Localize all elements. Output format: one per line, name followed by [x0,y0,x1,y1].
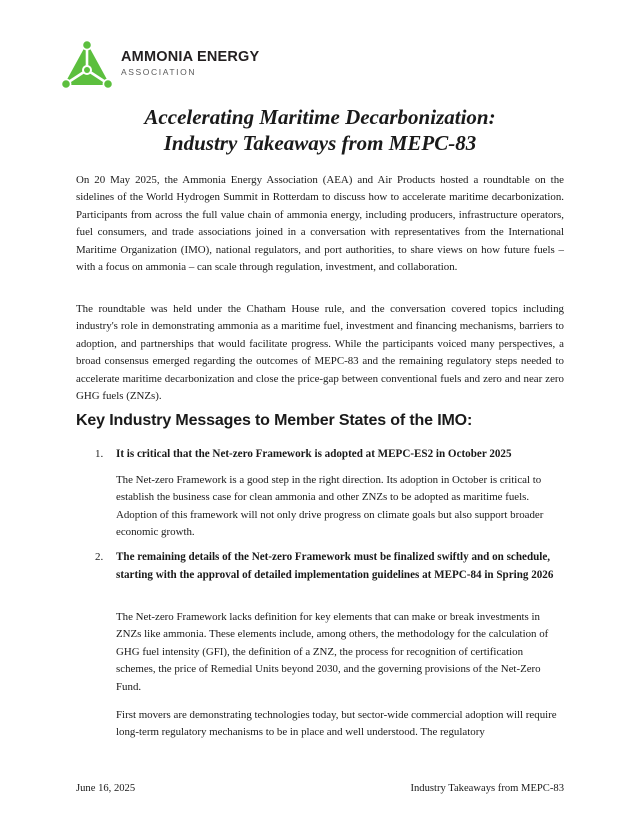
page-title [0,104,640,156]
list-item-body: First movers are demonstrating technologies today, but sector-wide commercial adoption will require long-term regulatory mechanisms to be in place and well understood. The regulatory [116,709,557,739]
title-line-1: Accelerating Maritime Decarbonization: [144,105,496,129]
logo-title: AMMONIA ENERGY [121,49,260,65]
intro-paragraph: On 20 May 2025, the Ammonia Energy Association (AEA) and Air Products hosted a roundtable on the sidelines of the World Hydrogen Summit in Rotterdam to discuss how to accelerate maritime decarbonization. Participants from across the full value chain of ammonia energy, including producers, infrastructure operators, fuel consumers, and trade associations joined in a conversation with representatives from the International Maritime Organization (IMO), national regulators, and port authorities, to share views on how future fuels – with a focus on ammonia – can scale through regulation, investment, and collaboration. [76,174,564,274]
footer-label: Industry Takeaways from MEPC-83 [410,783,564,794]
ammonia-energy-association-logo [61,40,301,92]
triangle-molecule-icon [61,40,113,90]
title-line-2: Industry Takeaways from MEPC-83 [163,131,477,155]
list-item-number: 1. [95,448,104,460]
list-item [95,445,565,539]
list-item-body: The Net-zero Framework is a good step in the right direction. Its adoption in October is critical to establish the business case for clean ammonia and other ZNZs to be adopted as maritime fuels. Adoption of this framework will not only drive progress on climate goals but also support broader economic growth. [116,474,544,539]
list-item-body: The Net-zero Framework lacks definition for key elements that can make or break investments in ZNZs like ammonia. These elements include, among others, the methodology for the calculation of GHG fuel intensity (GFI), the definition of a ZNZ, the process for recognition of certification schemes, the price of Remedial Units beyond 2030, and the governing provisions of the Net-Zero Fund. [116,611,549,693]
list-item-heading: The remaining details of the Net-zero Framework must be finalized swiftly and on schedule, starting with the approval of detailed implementation guidelines at MEPC-84 in Spring 2026 [116,551,554,581]
section-heading: Key Industry Messages to Member States of the IMO: [76,412,473,429]
list-item-number: 2. [95,551,104,563]
footer-date: June 16, 2025 [76,783,136,794]
logo-subtitle: ASSOCIATION [121,67,197,77]
roundtable-paragraph: The roundtable was held under the Chatham House rule, and the conversation covered topics including industry's role in demonstrating ammonia as a maritime fuel, investment and financing mechanisms, barriers to adoption, and partnerships that would facilitate progress. While the participants voiced many perspectives, a broad consensus emerged regarding the outcomes of MEPC-83 and the remaining regulatory steps needed to accelerate maritime decarbonization and close the price-gap between conventional fuels and zero and near zero GHG fuels (ZNZs). [76,303,564,403]
list-item-heading: It is critical that the Net-zero Framework is adopted at MEPC-ES2 in October 2025 [116,448,512,460]
list-item [95,548,565,739]
